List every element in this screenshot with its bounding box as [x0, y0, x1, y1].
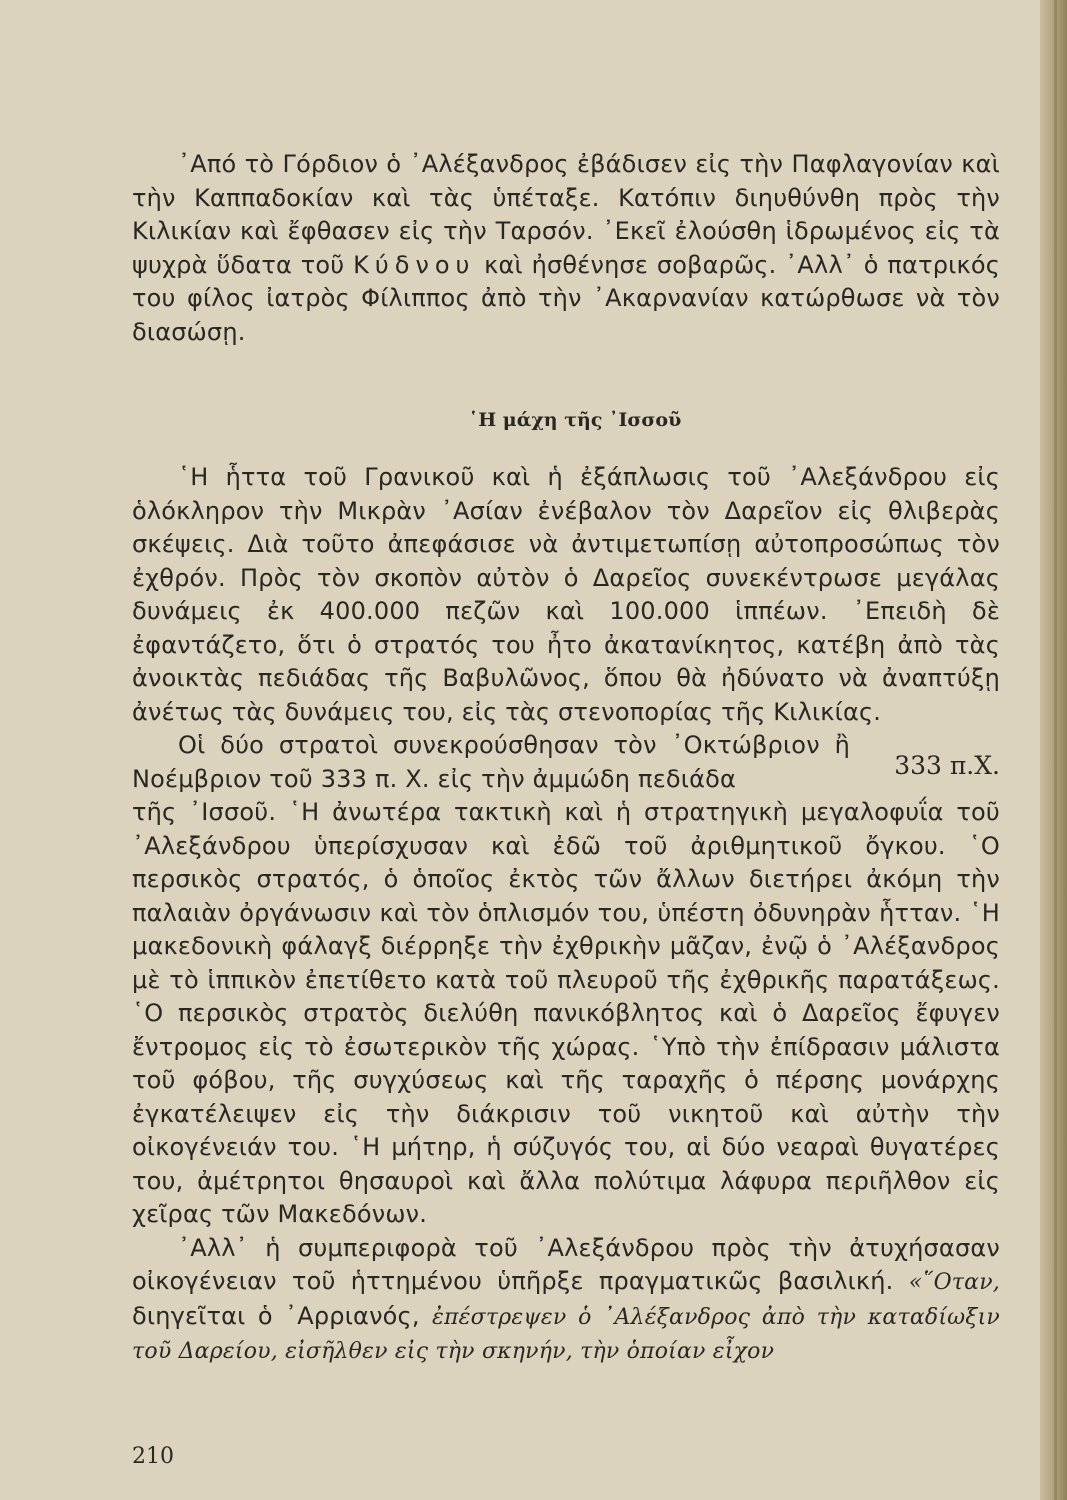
paragraph-gordion-text-b: καὶ ἠσθένησε σοβαρῶς. ᾿Αλλ᾿ ὁ πατρικός του φίλος ἰατρὸς Φίλιππος ἀπὸ τὴν ᾿Ακαρνανίαν κατώρθωσε νὰ τὸν διασώσῃ. [132, 250, 1000, 346]
river-name-kydnos: Κύδνου [353, 250, 476, 279]
binding-shadow-line [1054, 0, 1057, 1500]
paragraph-gordion [132, 148, 1000, 349]
conduct-text-b: διηγεῖται ὁ ᾿Αρριανός, [132, 1301, 433, 1330]
paragraph-issus-intro: ῾Η ἧττα τοῦ Γρανικοῦ καὶ ἡ ἐξάπλωσις τοῦ ᾿Αλεξάνδρου εἰς ὁλόκληρον τὴν Μικρὰν ᾿Ασίαν ἐνέβαλον τὸν Δαρεῖον εἰς θλιβερὰς σκέψεις. Διὰ τοῦτο ἀπεφάσισε νὰ ἀντιμετωπίσῃ αὐτοπροσώπως τὸν ἐχθρόν. Πρὸς τὸν σκοπὸν αὐτὸν ὁ Δαρεῖος συνεκέντρωσε μεγάλας δυνάμεις ἐκ 400.000 πεζῶν καὶ 100.000 ἱππέων. ᾿Επειδὴ δὲ ἐφαντάζετο, ὅτι ὁ στρατός του ἦτο ἀκατανίκητος, κατέβη ἀπὸ τὰς ἀνοικτὰς πεδιάδας τῆς Βαβυλῶνος, ὅπου θὰ ἠδύνατο νὰ ἀναπτύξῃ ἀνέτως τὰς δυνάμεις του, εἰς τὰς στενοπορίας τῆς Κιλικίας. [132, 463, 1000, 726]
paragraph-alexander-conduct [132, 1232, 1000, 1369]
margin-date-note: 333 π.Χ. [894, 751, 1000, 780]
arrian-quote: ἐπέστρεψεν ὁ ᾿Αλέξανδρος ἀπὸ τὴν καταδίωξιν τοῦ Δαρείου, εἰσῆλθεν εἰς τὴν σκηνήν, τὴν ὁποίαν εἶχον [132, 1304, 1001, 1364]
text-block [132, 148, 1000, 1369]
conduct-text-a: ᾿Αλλ᾿ ἡ συμπεριφορὰ τοῦ ᾿Αλεξάνδρου πρὸς τὴν ἀτυχήσασαν οἰκογένειαν τοῦ ἡττημένου ὑπῆρξε πραγματικῶς βασιλική. [132, 1233, 1000, 1295]
paragraph-gordion-text-a: ᾿Από τὸ Γόρδιον ὁ ᾿Αλέξανδρος ἐβάδισεν εἰς τὴν Παφλαγονίαν καὶ τὴν Καππαδοκίαν καὶ τὰς ὑπέταξε. Κατόπιν διηυθύνθη πρὸς τὴν Κιλικίαν καὶ ἔφθασεν εἰς τὴν Ταρσόν. ᾿Εκεῖ ἐλούσθη ἱδρωμένος εἰς τὰ ψυχρὰ ὕδατα τοῦ [132, 150, 1000, 279]
paragraph-battle-continued: τῆς ᾿Ισσοῦ. ῾Η ἀνωτέρα τακτικὴ καὶ ἡ στρατηγικὴ μεγαλοφυΐα τοῦ ᾿Αλεξάνδρου ὑπερίσχυσαν καὶ ἐδῶ τοῦ ἀριθμητικοῦ ὄγκου. ῾Ο περσικὸς στρατός, ὁ ὁποῖος ἐκτὸς τῶν ἄλλων διετήρει ἀκόμη τὴν παλαιὰν ὀργάνωσιν καὶ τὸν ὁπλισμόν του, ὑπέστη ὀδυνηρὰν ἧτταν. ῾Η μακεδονικὴ φάλαγξ διέρρηξε τὴν ἐχθρικὴν μᾶζαν, ἐνῷ ὁ ᾿Αλέξανδρος μὲ τὸ ἱππικὸν ἐπετίθετο κατὰ τοῦ πλευροῦ τῆς ἐχθρικῆς παρατάξεως. ῾Ο περσικὸς στρατὸς διελύθη πανικόβλητος καὶ ὁ Δαρεῖος ἔφυγεν ἔντρομος εἰς τὸ ἐσωτερικὸν τῆς χώρας. ῾Υπὸ τὴν ἐπίδρασιν μάλιστα τοῦ φόβου, τῆς συγχύσεως καὶ τῆς ταραχῆς ὁ πέρσης μονάρχης ἐγκατέλειψεν εἰς τὴν διάκρισιν τοῦ νικητοῦ καὶ αὐτὴν τὴν οἰκογένειάν του. ῾Η μήτηρ, ἡ σύζυγός του, αἱ δύο νεαραὶ θυγατέρες του, ἀμέτρητοι θησαυροὶ καὶ ἄλλα πολύτιμα λάφυρα περιῆλθον εἰς χεῖρας τῶν Μακεδόνων. [132, 798, 1000, 1228]
paragraph-battle-wrapper [132, 729, 1000, 796]
paragraph-battle-start: Οἱ δύο στρατοὶ συνεκρούσθησαν τὸν ᾿Οκτώβριον ἢ Νοέμβριον τοῦ 333 π. Χ. εἰς τὴν ἀμμώδη πεδιάδα [132, 731, 850, 793]
page-number: 210 [132, 1444, 174, 1469]
quote-open: «῞Οταν, [908, 1270, 1000, 1295]
section-heading: ῾Η μάχη τῆς ᾿Ισσοῦ [468, 409, 682, 431]
